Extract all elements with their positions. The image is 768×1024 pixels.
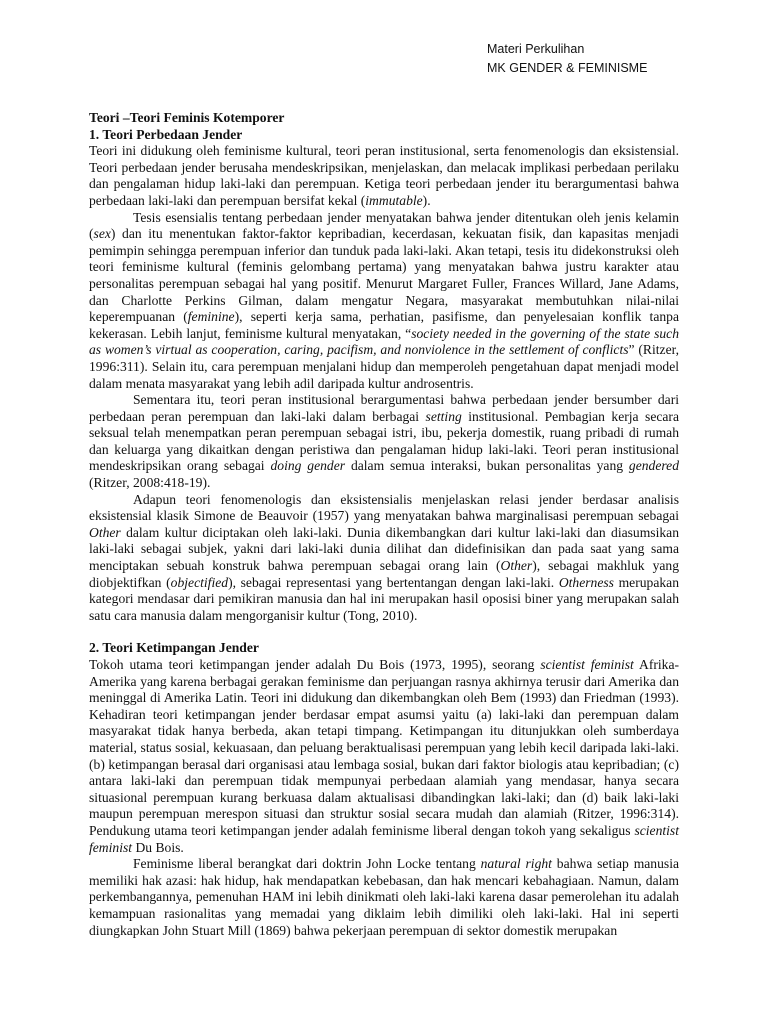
paragraph: Teori ini didukung oleh feminisme kultural, teori peran institusional, serta fenomenologis dan eksistensial. Teori perbedaan jender berusaha mendeskripsikan, menjelaskan, dan melacak implikasi perbedaan perilaku dan pengalaman hidup laki-laki dan perempuan. Ketiga teori perbedaan jender itu berargumentasi bahwa perbedaan laki-laki dan perempuan bersifat kekal (immutable). — [89, 143, 679, 208]
paragraph: Feminisme liberal berangkat dari doktrin John Locke tentang natural right bahwa setiap manusia memiliki hak azasi: hak hidup, hak mendapatkan kebebasan, dan hak mencari kebahagiaan. Namun, dalam perkembangannya, pemenuhan HAM ini lebih dinikmati oleh laki-laki karena dasar pemerolehan itu adalah kemampuan rasionalitas yang memadai yang diklaim lebih dimiliki oleh laki-laki. Hal ini seperti diungkapkan John Stuart Mill (1869) bahwa pekerjaan perempuan di sektor domestik merupakan — [89, 856, 679, 938]
header-course-materials: Materi Perkulihan — [487, 42, 585, 56]
paragraph: Adapun teori fenomenologis dan eksistensialis menjelaskan relasi jender berdasar analisis eksistensial klasik Simone de Beauvoir (1957) yang menyatakan bahwa marginalisasi perempuan sebagai Other dalam kultur diciptakan oleh laki-laki. Dunia dikembangkan dari kultur laki-laki dan diasumsikan laki-laki sebagai subjek, yakni dari laki-laki dunia dilihat dan didefinisikan dan pada saat yang sama menciptakan sebuah konstruk bahwa perempuan sebagai orang lain (Other), sebagai makhluk yang diobjektifkan (objectified), sebagai representasi yang bertentangan dengan laki-laki. Otherness merupakan kategori mendasar dari pemikiran manusia dan hal ini merupakan hasil oposisi biner yang merupakan salah satu cara manusia dalam mengorganisir kultur (Tong, 2010). — [89, 491, 679, 623]
document-title: Teori –Teori Feminis Kotemporer — [89, 110, 285, 125]
paragraph: Sementara itu, teori peran institusional berargumentasi bahwa perbedaan jender bersumber dari perbedaan peran perempuan dan laki-laki dalam berbagai setting institusional. Pembagian kerja secara seksual telah menempatkan peran perempuan sebagai istri, ibu, pekerja domestik, ruang pribadi di rumah dan keluarga yang dikaitkan dengan peristiwa dan pengalaman hidup laki-laki. Teori peran institusional mendeskripsikan orang sebagai doing gender dalam semua interaksi, bukan personalitas yang gendered (Ritzer, 2008:418-19). — [89, 392, 679, 491]
section-heading-gender-inequality: 2. Teori Ketimpangan Jender — [89, 640, 259, 656]
paragraph: Tesis esensialis tentang perbedaan jender menyatakan bahwa jender ditentukan oleh jenis kelamin (sex) dan itu menentukan faktor-faktor kepribadian, kecerdasan, kekuatan fisik, dan kapasitas menjadi pemimpin sehingga perempuan inferior dan tunduk pada laki-laki. Akan tetapi, tesis itu didekonstruksi oleh teori feminisme kultural (feminis gelombang pertama) yang menyatakan bahwa justru karakter atau personalitas perempuan sebagai hal yang positif. Menurut Margaret Fuller, Frances Willard, Jane Adams, dan Charlotte Perkins Gilman, dalam mengatur Negara, masyarakat membutuhkan nilai-nilai keperempuanan (feminine), seperti kerja sama, perhatian, pasifisme, dan penyelesaian konflik tanpa kekerasan. Lebih lanjut, feminisme kultural menyatakan, “society needed in the governing of the state such as women’s virtual as cooperation, caring, pacifism, and nonviolence in the settlement of conflicts” (Ritzer, 1996:311). Selain itu, cara perempuan menjalani hidup dan memperoleh pengetahuan dapat menjadi model dalam menata masyarakat yang lebih adil daripada kultur androsentris. — [89, 209, 679, 391]
quotation: society needed in the governing of the state such as women’s virtual as cooperation, caring, pacifism, and nonviolence in the settlement of conflicts — [89, 325, 679, 358]
header-course-name: MK GENDER & FEMINISME — [487, 61, 648, 75]
paragraph: Tokoh utama teori ketimpangan jender adalah Du Bois (1973, 1995), seorang scientist feminist Afrika-Amerika yang karena berbagai gerakan feminisme dan perjuangan rasnya akhirnya terusir dari Amerika dan meninggal di Amerika Latin. Teori ini didukung dan dikembangkan oleh Bem (1993) dan Friedman (1993). Kehadiran teori ketimpangan jender berdasar empat asumsi yaitu (a) laki-laki dan perempuan dalam masyarakat tidak hanya berbeda, akan tetapi timpang. Ketimpangan itu ditunjukkan oleh sumberdaya material, status sosial, kekuasaan, dan peluang beraktualisasi perempuan yang lebih kecil daripada laki-laki. (b) ketimpangan berasal dari organisasi atau lembaga sosial, bukan dari faktor biologis atau kepribadian; (c) antara laki-laki dan perempuan tidak mempunyai perbedaan alamiah yang mendasar, hanya secara situasional perempuan kurang berkuasa dalam aktualisasi dibandingkan laki-laki; dan (d) baik laki-laki maupun perempuan merespon situasi dan struktur sosial secara mudah dan alamiah (Ritzer, 1996:314). Pendukung utama teori ketimpangan jender adalah feminisme liberal dengan tokoh yang sekaligus scientist feminist Du Bois. — [89, 657, 680, 855]
document-body — [89, 110, 679, 939]
document-header — [487, 40, 647, 78]
section-heading-gender-difference: 1. Teori Perbedaan Jender — [89, 126, 243, 142]
